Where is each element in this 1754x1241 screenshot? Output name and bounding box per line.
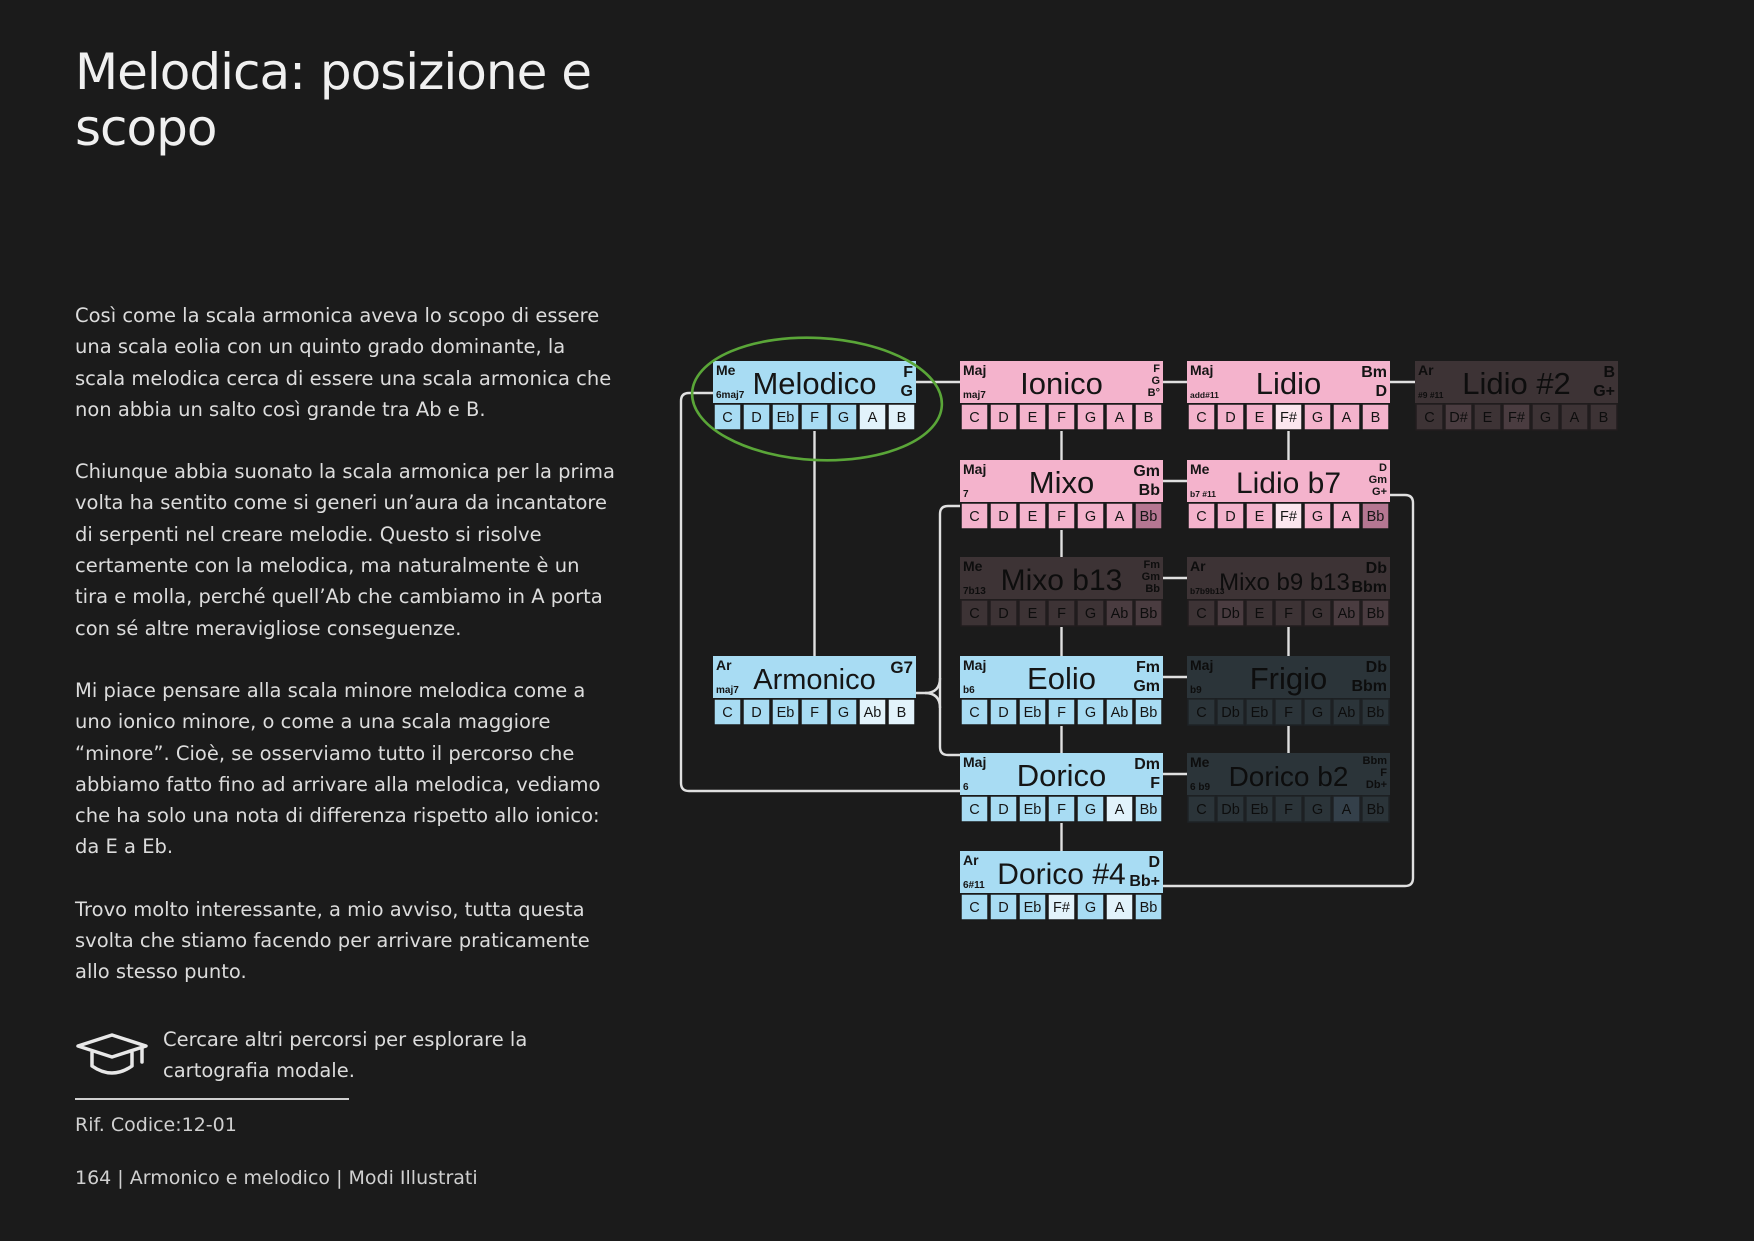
- note-label: Db: [1221, 606, 1240, 622]
- note-label: F#: [1053, 900, 1070, 916]
- note-label: A: [1114, 900, 1125, 916]
- mode-chord: Bm: [1361, 364, 1387, 381]
- note-label: C: [969, 606, 980, 622]
- mode-family: Maj: [963, 657, 987, 673]
- mode-name: Mixo: [1028, 465, 1095, 500]
- note-label: Ab: [1337, 705, 1356, 721]
- note-label: Bb: [1366, 802, 1385, 818]
- mode-family: Me: [963, 558, 983, 574]
- note-label: F: [810, 410, 819, 426]
- note-label: A: [867, 410, 878, 426]
- mode-chord: F: [1150, 775, 1160, 792]
- note-label: Bb: [1139, 606, 1158, 622]
- mode-box-lidiob7: [1187, 460, 1390, 529]
- note-label: F: [1057, 802, 1066, 818]
- note-label: B: [1143, 410, 1154, 426]
- mode-box-lidio: [1187, 361, 1390, 430]
- mode-quality: b6: [963, 685, 975, 696]
- mode-name: Melodico: [752, 366, 877, 401]
- mode-chord: B°: [1147, 387, 1160, 399]
- page-footer: 164 | Armonico e melodico | Modi Illustrati: [75, 1167, 478, 1189]
- mode-quality: b7b9b13: [1190, 586, 1225, 596]
- note-label: G: [1311, 705, 1324, 721]
- note-label: F: [1057, 606, 1066, 622]
- mode-chord: Gm: [1133, 463, 1160, 480]
- mode-chord: Gm: [1141, 571, 1160, 583]
- connector-line: [681, 393, 960, 791]
- note-label: C: [1424, 410, 1435, 426]
- mode-chord: Fm: [1136, 659, 1160, 676]
- mode-name: Dorico #4: [997, 858, 1126, 891]
- note-label: C: [1196, 705, 1207, 721]
- mode-quality: b9: [1190, 685, 1202, 696]
- note-label: D: [998, 509, 1009, 525]
- mode-family: Me: [716, 362, 736, 378]
- mode-chord: Bbm: [1362, 755, 1387, 767]
- note-label: F#: [1280, 509, 1297, 525]
- note-label: C: [969, 509, 980, 525]
- note-label: D: [998, 802, 1009, 818]
- note-label: G: [1311, 802, 1324, 818]
- mode-name: Lidio b7: [1235, 467, 1342, 500]
- note-label: B: [896, 410, 907, 426]
- note-label: C: [722, 410, 733, 426]
- mode-chord: Dm: [1134, 756, 1160, 773]
- mode-quality: 7: [963, 489, 969, 500]
- mode-name: Lidio #2: [1462, 366, 1571, 401]
- note-label: G: [837, 705, 850, 721]
- note-label: G: [1084, 410, 1097, 426]
- note-label: F: [1057, 509, 1066, 525]
- mode-chord: Bb+: [1129, 873, 1160, 890]
- mode-box-dorico4: [960, 851, 1163, 920]
- paragraph: Mi piace pensare alla scala minore melodica come a uno ionico minore, o come a una scala maggiore “minore”. Cioè, se osserviamo tutto il percorso che abbiamo fatto fino ad arrivare alla melodica, vediamo che ha solo una nota di differenza rispetto allo ionico: da E a Eb.: [75, 678, 601, 859]
- note-label: Eb: [1023, 705, 1042, 721]
- tip-text: Cercare altri percorsi per esplorare la cartografia modale.: [163, 1028, 528, 1082]
- mode-quality: b7 #11: [1190, 489, 1216, 499]
- note-label: A: [1341, 802, 1352, 818]
- note-label: A: [1114, 509, 1125, 525]
- mode-quality: add#11: [1190, 390, 1219, 400]
- note-label: Ab: [1337, 606, 1356, 622]
- note-label: D: [751, 410, 762, 426]
- note-label: Bb: [1366, 705, 1385, 721]
- note-label: C: [1196, 509, 1207, 525]
- note-label: B: [896, 705, 907, 721]
- mode-chord: D: [1148, 854, 1160, 871]
- note-label: G: [1084, 900, 1097, 916]
- note-label: G: [837, 410, 850, 426]
- mode-chord: B: [1603, 364, 1615, 381]
- note-label: C: [969, 802, 980, 818]
- mode-family: Ar: [1190, 558, 1206, 574]
- mode-chord: F: [1153, 363, 1160, 375]
- note-label: A: [1341, 509, 1352, 525]
- paragraph: Così come la scala armonica aveva lo scopo di essere una scala eolia con un quinto grado dominante, la scala melodica cerca di essere una scala armonica che non abbia un salto così grande tra Ab e B.: [75, 304, 612, 421]
- note-label: D: [1225, 410, 1236, 426]
- note-label: D: [998, 606, 1009, 622]
- note-label: A: [1114, 802, 1125, 818]
- note-label: Eb: [1250, 705, 1269, 721]
- note-label: D: [751, 705, 762, 721]
- note-label: Bb: [1139, 802, 1158, 818]
- connector-line: [925, 693, 940, 708]
- note-label: G: [1311, 606, 1324, 622]
- mode-quality: #9 #11: [1418, 390, 1444, 400]
- note-label: G: [1084, 802, 1097, 818]
- mode-family: Maj: [963, 754, 987, 770]
- mode-family: Me: [1190, 754, 1210, 770]
- note-label: E: [1027, 606, 1038, 622]
- mode-chord: D: [1375, 383, 1387, 400]
- note-label: C: [969, 900, 980, 916]
- mode-chord: Fm: [1143, 559, 1160, 571]
- note-label: Db: [1221, 802, 1240, 818]
- reference-code: Rif. Codice:12-01: [75, 1114, 237, 1136]
- note-label: E: [1254, 410, 1265, 426]
- mode-chord: G+: [1372, 486, 1387, 498]
- note-label: D: [998, 705, 1009, 721]
- note-label: F: [1057, 705, 1066, 721]
- mode-chord: Bbm: [1351, 579, 1387, 596]
- note-label: G: [1311, 509, 1324, 525]
- note-label: C: [1196, 802, 1207, 818]
- mode-chord: G7: [890, 658, 913, 677]
- note-label: E: [1027, 509, 1038, 525]
- note-label: Bb: [1139, 509, 1158, 525]
- note-label: B: [1598, 410, 1609, 426]
- note-label: E: [1254, 509, 1265, 525]
- mode-name: Frigio: [1249, 661, 1328, 696]
- mode-quality: maj7: [716, 685, 739, 696]
- note-label: Db: [1221, 705, 1240, 721]
- mode-quality: 7b13: [963, 586, 986, 597]
- mode-quality: 6: [963, 782, 969, 793]
- mode-chord: G+: [1593, 383, 1615, 400]
- mode-family: Maj: [963, 362, 987, 378]
- note-label: D: [998, 410, 1009, 426]
- mode-box-armonico: [713, 656, 916, 725]
- note-label: E: [1254, 606, 1265, 622]
- mode-family: Ar: [1418, 362, 1434, 378]
- note-label: G: [1311, 410, 1324, 426]
- mode-box-lidio2: [1415, 361, 1618, 430]
- note-label: A: [1341, 410, 1352, 426]
- note-label: Ab: [1110, 606, 1129, 622]
- mode-chord: G: [1151, 375, 1160, 387]
- mode-box-eolio: [960, 656, 1163, 725]
- mode-name: Ionico: [1020, 366, 1103, 401]
- note-label: G: [1084, 509, 1097, 525]
- mode-quality: 6maj7: [716, 390, 745, 401]
- note-label: A: [1569, 410, 1580, 426]
- mode-box-dorico: [960, 753, 1163, 822]
- note-label: F: [1057, 410, 1066, 426]
- note-label: D: [998, 900, 1009, 916]
- note-label: C: [969, 410, 980, 426]
- note-label: Bb: [1139, 900, 1158, 916]
- mode-box-ionico: [960, 361, 1163, 430]
- mode-box-mixob9b13: [1187, 557, 1390, 626]
- mode-family: Ar: [963, 852, 979, 868]
- mode-chord: Db: [1365, 560, 1387, 577]
- paragraph: Chiunque abbia suonato la scala armonica per la prima volta ha sentito come si generi un’aura da incantatore di serpenti nel creare melodie. Questo si risolve certamente con la melodica, ma naturalmente è un tira e molla, perché quell’Ab che cambiamo in A porta con sé altre meravigliose conseguenze.: [75, 460, 615, 640]
- mode-family: Maj: [1190, 657, 1214, 673]
- note-label: Eb: [1250, 802, 1269, 818]
- mode-box-doricob2: [1187, 753, 1390, 822]
- note-label: Bb: [1139, 705, 1158, 721]
- mode-box-frigio: [1187, 656, 1390, 725]
- note-label: Eb: [776, 705, 795, 721]
- note-label: G: [1539, 410, 1552, 426]
- note-label: C: [1196, 606, 1207, 622]
- note-label: Eb: [1023, 802, 1042, 818]
- mode-name: Armonico: [753, 664, 876, 696]
- note-label: Bb: [1366, 606, 1385, 622]
- note-label: Eb: [1023, 900, 1042, 916]
- mode-family: Ar: [716, 657, 732, 673]
- mode-chord: Bb: [1145, 583, 1160, 595]
- note-label: F: [810, 705, 819, 721]
- mode-chord: Bbm: [1351, 678, 1387, 695]
- mode-name: Mixo b13: [1000, 564, 1123, 597]
- mode-name: Dorico: [1016, 758, 1107, 793]
- mode-chord: Gm: [1368, 474, 1387, 486]
- connector-line: [916, 678, 940, 693]
- note-label: E: [1027, 410, 1038, 426]
- note-label: E: [1482, 410, 1493, 426]
- note-label: D#: [1449, 410, 1468, 426]
- note-label: B: [1370, 410, 1381, 426]
- mode-name: Mixo b9 b13: [1219, 569, 1350, 596]
- mode-box-mixob13: [960, 557, 1163, 626]
- mode-chord: F: [903, 364, 913, 381]
- note-label: C: [722, 705, 733, 721]
- mode-family: Maj: [963, 461, 987, 477]
- note-label: F#: [1280, 410, 1297, 426]
- mode-name: Dorico b2: [1228, 761, 1349, 792]
- mode-family: Me: [1190, 461, 1210, 477]
- note-label: D: [1225, 509, 1236, 525]
- note-label: F: [1284, 705, 1293, 721]
- page-title: Melodica: posizione e scopo: [75, 43, 591, 157]
- mode-quality: maj7: [963, 390, 986, 401]
- mode-chord: D: [1379, 462, 1387, 474]
- note-label: G: [1084, 606, 1097, 622]
- note-label: C: [1196, 410, 1207, 426]
- mode-quality: 6#11: [963, 880, 985, 891]
- mode-chord: Db: [1365, 659, 1387, 676]
- mode-name: Lidio: [1255, 366, 1322, 401]
- mode-family: Maj: [1190, 362, 1214, 378]
- mode-box-mixo: [960, 460, 1163, 529]
- mode-chord: Gm: [1133, 678, 1160, 695]
- note-label: A: [1114, 410, 1125, 426]
- mode-chord: Bb: [1138, 482, 1160, 499]
- mode-quality: 6 b9: [1190, 782, 1211, 793]
- note-label: Bb: [1366, 509, 1385, 525]
- mode-box-melodico: [713, 361, 916, 430]
- note-label: C: [969, 705, 980, 721]
- mode-chord: G: [900, 383, 913, 400]
- note-label: F: [1284, 802, 1293, 818]
- mode-chord: F: [1380, 767, 1387, 779]
- mode-chord: Db+: [1365, 779, 1387, 791]
- mode-name: Eolio: [1027, 661, 1096, 696]
- note-label: G: [1084, 705, 1097, 721]
- note-label: F: [1284, 606, 1293, 622]
- note-label: Ab: [863, 705, 882, 721]
- paragraph: Trovo molto interessante, a mio avviso, tutta questa svolta che stiamo facendo per arrivare praticamente allo stesso punto.: [75, 897, 590, 984]
- mode-boxes: [713, 361, 1618, 920]
- note-label: Ab: [1110, 705, 1129, 721]
- note-label: Eb: [776, 410, 795, 426]
- note-label: F#: [1508, 410, 1525, 426]
- connector-line: [940, 506, 960, 755]
